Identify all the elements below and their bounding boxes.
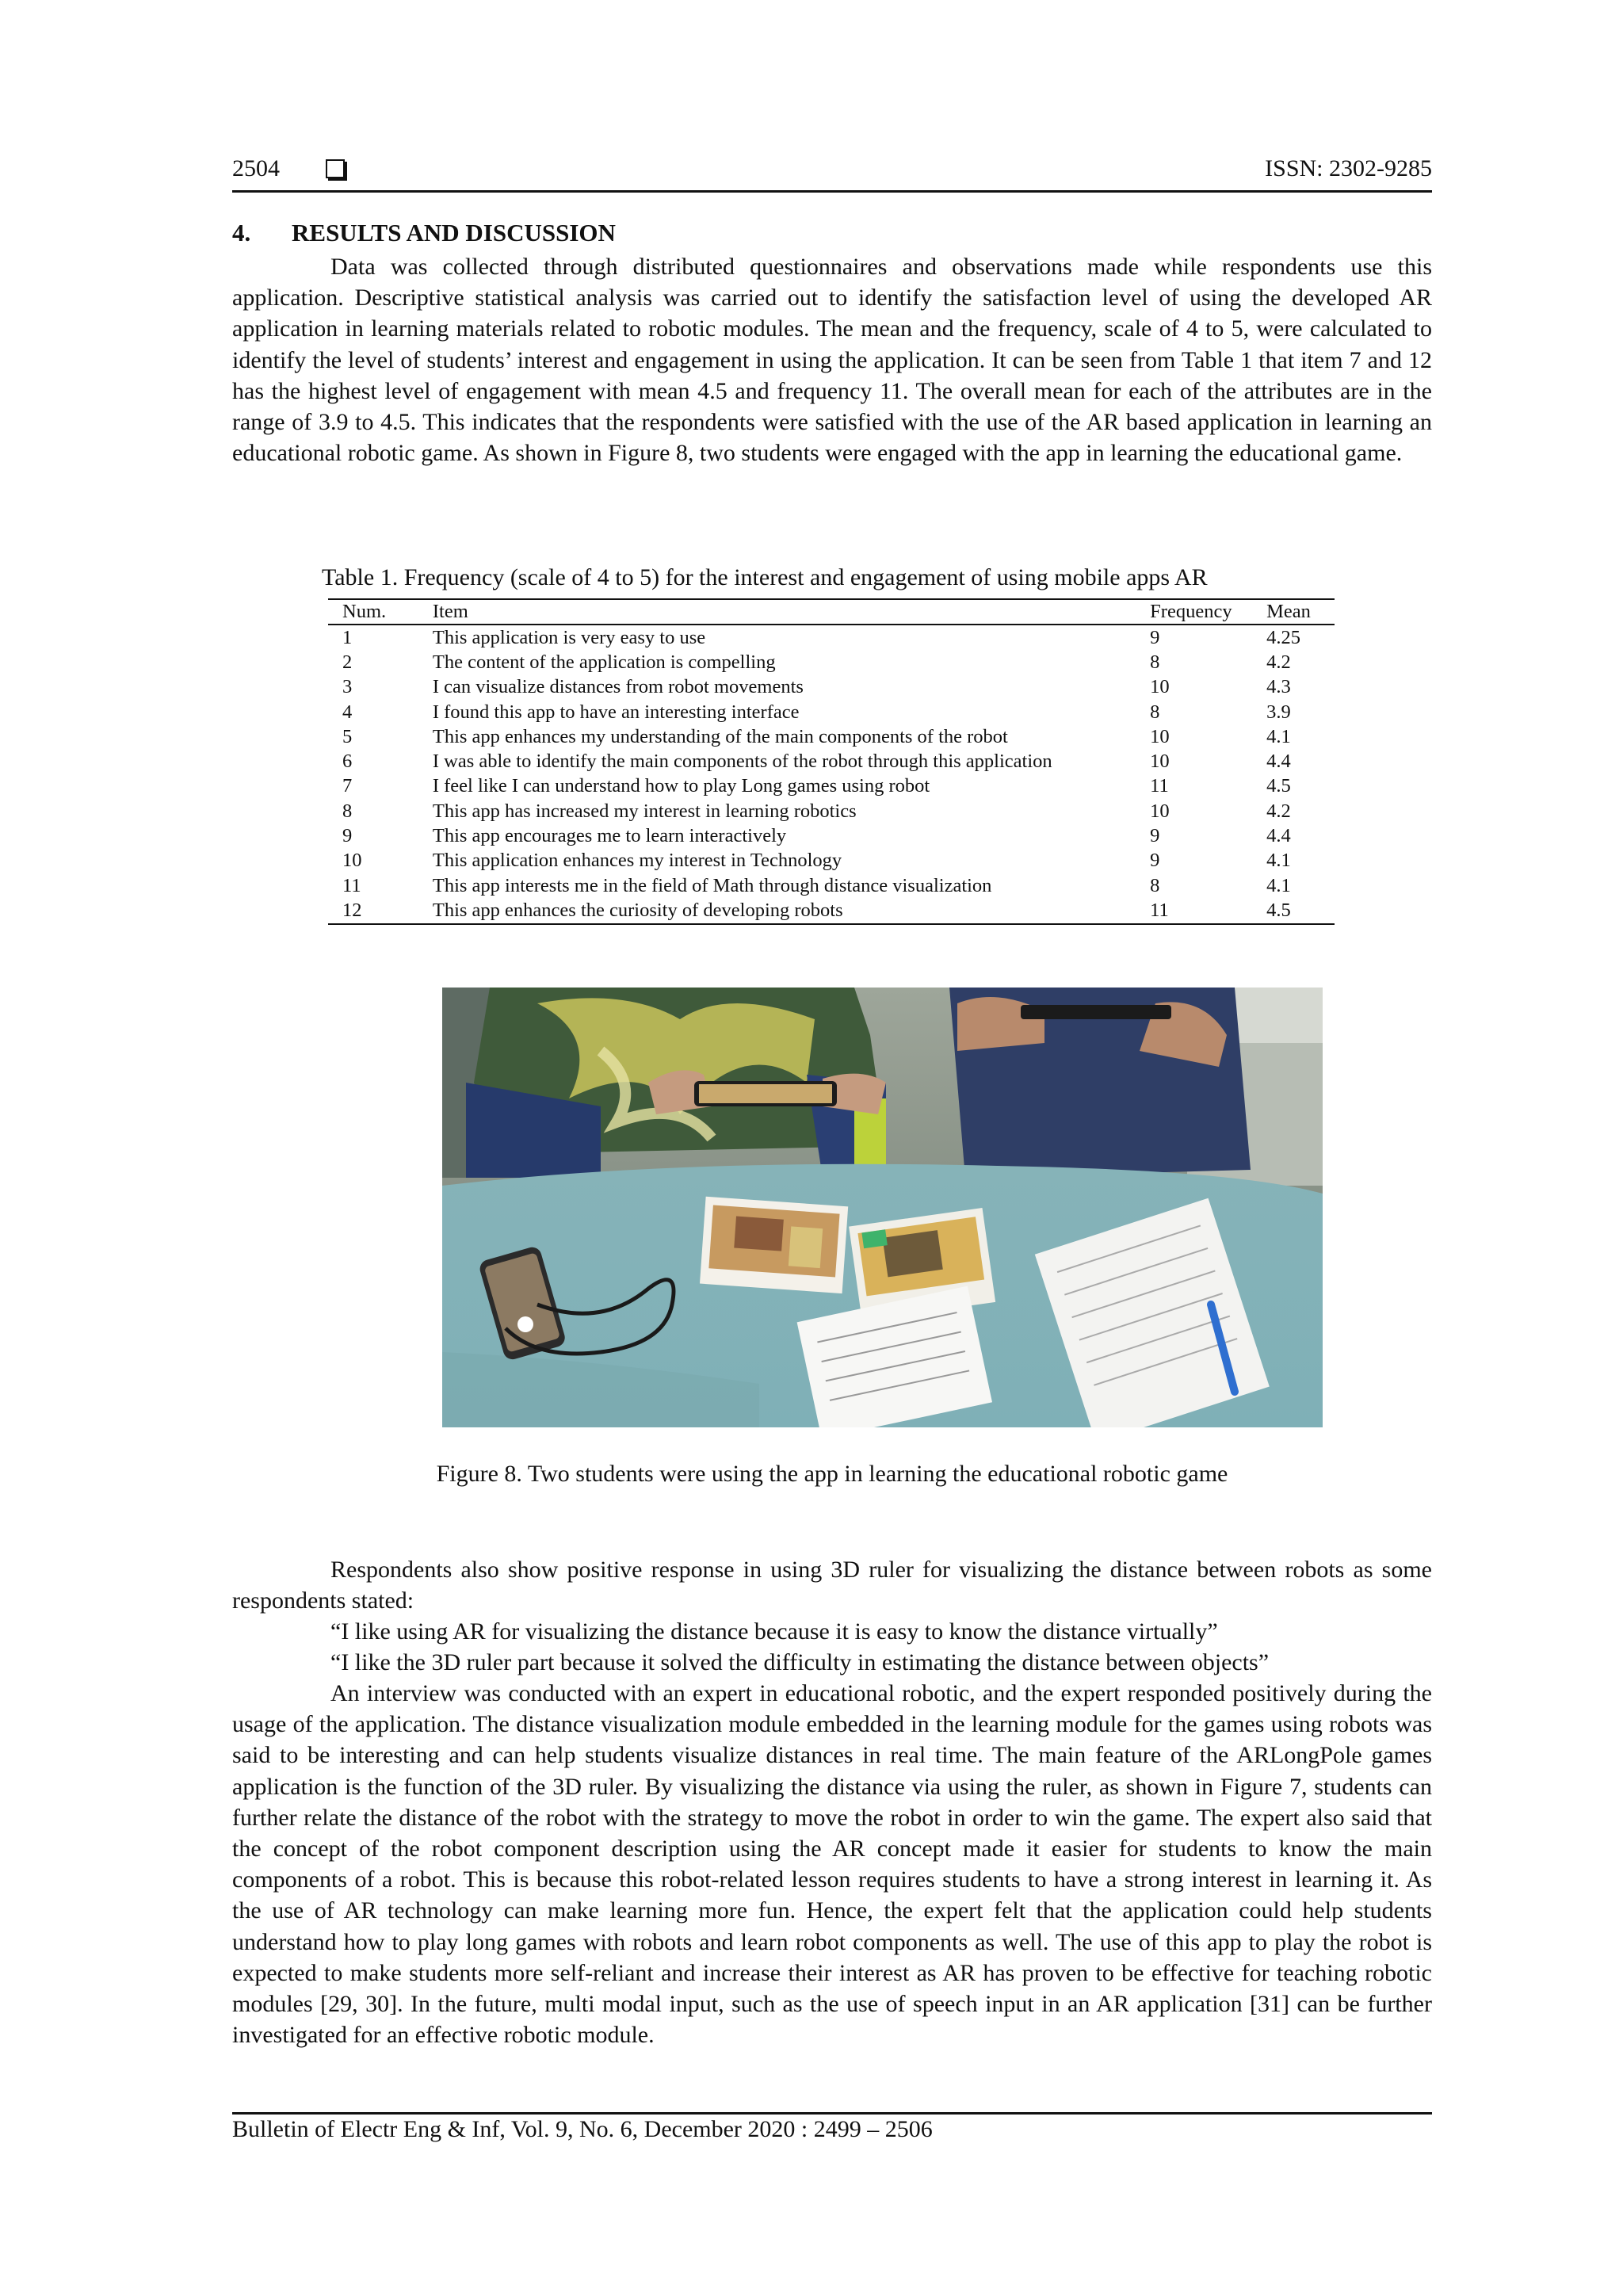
cell-item: I can visualize distances from robot movements xyxy=(432,676,804,698)
quote-3d-ruler: “I like the 3D ruler part because it solved the difficulty in estimating the distance between objects” xyxy=(330,1649,1270,1675)
table-row xyxy=(328,700,1335,724)
section-title: RESULTS AND DISCUSSION xyxy=(292,219,616,246)
cell-item: I feel like I can understand how to play Long games using robot xyxy=(432,775,930,797)
table-row xyxy=(328,774,1335,799)
cell-mean: 4.3 xyxy=(1266,676,1291,698)
cell-frequency: 10 xyxy=(1150,676,1170,698)
section-number: 4. xyxy=(232,219,251,246)
figure-photo xyxy=(442,988,1323,1427)
cell-num: 3 xyxy=(342,676,353,698)
cell-item: This application is very easy to use xyxy=(432,626,706,648)
cell-item: This application enhances my interest in Technology xyxy=(432,850,842,872)
page-number: 2504 xyxy=(232,155,280,181)
cell-num: 7 xyxy=(342,775,353,797)
cell-frequency: 11 xyxy=(1150,775,1169,797)
cell-num: 11 xyxy=(342,874,361,896)
journal-issn: ISSN: 2302-9285 xyxy=(1265,155,1432,181)
cell-frequency: 9 xyxy=(1150,626,1160,648)
frequency-table xyxy=(328,598,1335,925)
cell-frequency: 8 xyxy=(1150,701,1160,723)
cell-item: This app interests me in the field of Math through distance visualization xyxy=(432,874,992,896)
section-heading xyxy=(232,219,616,247)
cell-num: 9 xyxy=(342,825,353,847)
table-header-row xyxy=(328,599,1335,625)
header-frequency: Frequency xyxy=(1150,599,1266,625)
table-row xyxy=(328,849,1335,873)
header-mean: Mean xyxy=(1266,599,1335,625)
table-caption: Table 1. Frequency (scale of 4 to 5) for the interest and engagement of using mobile apps AR xyxy=(322,564,1208,590)
table-row xyxy=(328,823,1335,848)
cell-frequency: 10 xyxy=(1150,800,1170,822)
cell-item: I found this app to have an interesting interface xyxy=(432,701,800,723)
cell-num: 1 xyxy=(342,626,353,648)
table-row xyxy=(328,675,1335,700)
header-num: Num. xyxy=(328,599,433,625)
cell-mean: 4.2 xyxy=(1266,800,1291,822)
paragraph-expert-interview: An interview was conducted with an expert in educational robotic, and the expert responded positively during the usage of the application. The distance visualization module embedded in the learning module for the games using robots was said to be interesting and can help students visualize distances in real time. The main feature of the ARLongPole games application is the function of the 3D ruler. By visualizing the distance via using the ruler, as shown in Figure 7, students can further relate the distance of the robot with the strategy to move the robot in order to win the game. The expert also said that the concept of the robot component description using the AR concept made it easier for students to know the main components of a robot. This is because this robot-related lesson requires students to have a strong interest in learning it. As the use of AR technology can make learning more fun. Hence, the expert felt that the application could help students understand how to play long games with robots and learn robot components as well. The use of this app to play the robot is expected to make students more self-reliant and increase their interest as AR has proven to be effective for teaching robotic modules [29, 30]. In the future, multi modal input, such as the use of speech input in an AR application [31] can be further investigated for an effective robotic module. xyxy=(232,1680,1432,2049)
cell-mean: 4.1 xyxy=(1266,725,1291,747)
cell-mean: 4.4 xyxy=(1266,751,1291,773)
cell-item: The content of the application is compelling xyxy=(432,651,776,673)
cell-frequency: 10 xyxy=(1150,751,1170,773)
header-item: Item xyxy=(433,599,1150,625)
cell-item: This app encourages me to learn interactively xyxy=(432,825,787,847)
cell-frequency: 10 xyxy=(1150,725,1170,747)
cell-mean: 4.5 xyxy=(1266,898,1335,923)
cell-num: 12 xyxy=(328,898,433,923)
footer-citation: Bulletin of Electr Eng & Inf, Vol. 9, No. 6, December 2020 : 2499 – 2506 xyxy=(232,2116,933,2142)
cell-num: 8 xyxy=(342,800,353,822)
table-row xyxy=(328,749,1335,774)
cell-mean: 4.4 xyxy=(1266,825,1291,847)
cell-num: 4 xyxy=(342,701,353,723)
cell-frequency: 11 xyxy=(1150,898,1266,923)
table-row xyxy=(328,898,1335,923)
students-using-app-photo xyxy=(442,988,1323,1427)
table-row xyxy=(328,873,1335,898)
header-divider xyxy=(232,190,1432,193)
paragraph-results: Data was collected through distributed questionnaires and observations made while respondents use this application. Descriptive statistical analysis was carried out to identify the satisfaction level of using the developed AR application in learning materials related to robotic modules. The mean and the frequency, scale of 4 to 5, were calculated to identify the level of students’ interest and engagement in using the application. It can be seen from Table 1 that item 7 and 12 has the highest level of engagement with mean 4.5 and frequency 11. The overall mean for each of the attributes are in the range of 3.9 to 4.5. This indicates that the respondents were satisfied with the use of the AR based application in learning an educational robotic game. As shown in Figure 8, two students were engaged with the app in learning the educational game. xyxy=(232,254,1432,467)
cell-frequency: 8 xyxy=(1150,874,1160,896)
table-row xyxy=(328,799,1335,823)
cell-num: 6 xyxy=(342,751,353,773)
cell-num: 10 xyxy=(342,850,362,872)
cell-mean: 3.9 xyxy=(1266,701,1291,723)
footer-divider xyxy=(232,2112,1432,2115)
cell-item: This app has increased my interest in learning robotics xyxy=(432,800,857,822)
table-row xyxy=(328,650,1335,674)
cell-frequency: 9 xyxy=(1150,850,1160,872)
cell-mean: 4.5 xyxy=(1266,775,1291,797)
cell-num: 2 xyxy=(342,651,353,673)
cell-item: This app enhances my understanding of the main components of the robot xyxy=(432,725,1008,747)
cell-item: I was able to identify the main components of the robot through this application xyxy=(432,751,1052,773)
cell-mean: 4.1 xyxy=(1266,874,1291,896)
paragraph-respondents: Respondents also show positive response in using 3D ruler for visualizing the distance between robots as some respondents stated: xyxy=(232,1557,1432,1614)
cell-mean: 4.2 xyxy=(1266,651,1291,673)
cell-frequency: 8 xyxy=(1150,651,1160,673)
quote-ar-distance: “I like using AR for visualizing the distance because it is easy to know the distance virtually” xyxy=(330,1618,1218,1645)
figure-caption: Figure 8. Two students were using the app in learning the educational robotic game xyxy=(436,1461,1228,1487)
cell-num: 5 xyxy=(342,725,353,747)
cell-frequency: 9 xyxy=(1150,825,1160,847)
cell-mean: 4.1 xyxy=(1266,850,1291,872)
checkbox-square-icon xyxy=(326,159,345,178)
table-row xyxy=(328,625,1335,650)
page-header xyxy=(232,155,1432,187)
cell-item: This app enhances the curiosity of developing robots xyxy=(433,898,1150,923)
cell-mean: 4.25 xyxy=(1266,626,1300,648)
table-row xyxy=(328,724,1335,749)
